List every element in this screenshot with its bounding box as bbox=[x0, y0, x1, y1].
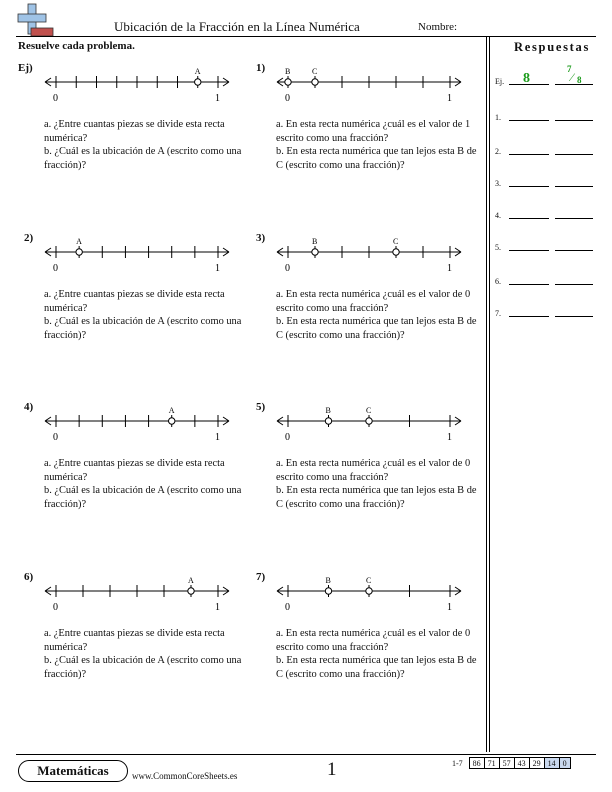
problem-number: 1) bbox=[256, 62, 266, 74]
zero-label: 0 bbox=[285, 263, 290, 274]
number-line bbox=[24, 401, 254, 451]
point-marker bbox=[285, 79, 291, 85]
answer-blank-b[interactable] bbox=[555, 316, 593, 317]
answer-example-label: Ej. bbox=[495, 77, 505, 86]
score-cell: 43 bbox=[514, 758, 529, 769]
problem-number: 6) bbox=[24, 571, 34, 583]
number-line bbox=[18, 62, 248, 112]
point-label: C bbox=[312, 67, 318, 76]
point-label: C bbox=[366, 406, 372, 415]
answer-row bbox=[495, 204, 595, 224]
score-cell: 29 bbox=[529, 758, 544, 769]
zero-label: 0 bbox=[285, 93, 290, 104]
answer-row bbox=[495, 270, 595, 290]
answer-example-a: 8 bbox=[523, 71, 530, 86]
answer-blank-a[interactable] bbox=[509, 250, 549, 251]
score-cell: 0 bbox=[559, 758, 570, 769]
answer-row-number: 7. bbox=[495, 309, 501, 318]
zero-label: 0 bbox=[53, 263, 58, 274]
answer-row-number: 2. bbox=[495, 147, 501, 156]
answer-row-number: 5. bbox=[495, 243, 501, 252]
question-a: a. En esta recta numérica ¿cuál es el valor de 1 escrito como una fracción? bbox=[276, 119, 471, 144]
problem-number: 7) bbox=[256, 571, 266, 583]
page-number: 1 bbox=[327, 759, 337, 780]
question-b: b. ¿Cuál es la ubicación de A (escrito como una fracción)? bbox=[44, 485, 242, 510]
number-line bbox=[24, 571, 254, 621]
question-b: b. En esta recta numérica que tan lejos esta B de C (escrito como una fracción)? bbox=[276, 655, 477, 680]
score-range-label: 1-7 bbox=[452, 758, 463, 768]
problem-7 bbox=[256, 571, 486, 721]
answers-title: Respuestas bbox=[514, 40, 591, 54]
point-label: A bbox=[76, 237, 82, 246]
score-cell: 86 bbox=[469, 758, 484, 769]
question-a: a. ¿Entre cuantas piezas se divide esta recta numérica? bbox=[44, 119, 225, 144]
point-label: C bbox=[366, 576, 372, 585]
fraction-slash: ⁄ bbox=[571, 70, 574, 84]
problem-5 bbox=[256, 401, 486, 551]
problem-number: 4) bbox=[24, 401, 34, 413]
problem-number: 5) bbox=[256, 401, 266, 413]
point-marker bbox=[393, 249, 399, 255]
one-label: 1 bbox=[215, 432, 220, 443]
answer-row bbox=[495, 140, 595, 160]
answer-row bbox=[495, 172, 595, 192]
one-label: 1 bbox=[215, 93, 220, 104]
one-label: 1 bbox=[215, 602, 220, 613]
question-a: a. ¿Entre cuantas piezas se divide esta recta numérica? bbox=[44, 628, 225, 653]
zero-label: 0 bbox=[53, 93, 58, 104]
answer-blank-a[interactable] bbox=[509, 284, 549, 285]
point-label: A bbox=[168, 406, 175, 415]
problem-number: 3) bbox=[256, 232, 266, 244]
answer-row-number: 3. bbox=[495, 179, 501, 188]
point-label: B bbox=[325, 576, 331, 585]
answer-blank-a[interactable] bbox=[509, 218, 549, 219]
answer-blank-b[interactable] bbox=[555, 284, 593, 285]
answer-blank-b[interactable] bbox=[555, 154, 593, 155]
one-label: 1 bbox=[447, 602, 452, 613]
answer-example-denominator: 8 bbox=[577, 75, 582, 85]
question-a: a. En esta recta numérica ¿cuál es el valor de 0 escrito como una fracción? bbox=[276, 458, 471, 483]
point-label: C bbox=[393, 237, 399, 246]
number-line bbox=[24, 232, 254, 282]
brand-badge: Matemáticas bbox=[18, 760, 128, 782]
answer-blank-b[interactable] bbox=[555, 218, 593, 219]
one-label: 1 bbox=[447, 93, 452, 104]
answer-blank-b[interactable] bbox=[555, 250, 593, 251]
question-text bbox=[44, 627, 254, 681]
answer-blank-b[interactable] bbox=[555, 120, 593, 121]
point-label: A bbox=[194, 67, 201, 76]
answer-blank-a[interactable] bbox=[509, 316, 549, 317]
question-b: b. ¿Cuál es la ubicación de A (escrito como una fracción)? bbox=[44, 316, 242, 341]
question-b: b. En esta recta numérica que tan lejos esta B de C (escrito como una fracción)? bbox=[276, 316, 477, 341]
point-label: B bbox=[285, 67, 291, 76]
score-cell: 71 bbox=[484, 758, 499, 769]
question-a: a. En esta recta numérica ¿cuál es el valor de 0 escrito como una fracción? bbox=[276, 628, 471, 653]
question-text bbox=[276, 457, 486, 511]
point-marker bbox=[188, 588, 194, 594]
answer-row-number: 6. bbox=[495, 277, 501, 286]
header-divider bbox=[16, 36, 596, 37]
number-line bbox=[256, 401, 486, 451]
problem-6 bbox=[24, 571, 254, 721]
answer-column-divider-inner bbox=[489, 37, 490, 752]
question-a: a. En esta recta numérica ¿cuál es el valor de 0 escrito como una fracción? bbox=[276, 289, 471, 314]
question-text bbox=[44, 118, 254, 172]
number-line bbox=[256, 571, 486, 621]
zero-label: 0 bbox=[53, 602, 58, 613]
problem-number: 2) bbox=[24, 232, 34, 244]
page-header bbox=[0, 0, 612, 40]
question-a: a. ¿Entre cuantas piezas se divide esta recta numérica? bbox=[44, 289, 225, 314]
answer-row bbox=[495, 302, 595, 322]
question-text bbox=[276, 627, 486, 681]
point-marker bbox=[169, 418, 175, 424]
one-label: 1 bbox=[215, 263, 220, 274]
answer-example-numerator: 7 bbox=[567, 64, 572, 74]
question-a: a. ¿Entre cuantas piezas se divide esta recta numérica? bbox=[44, 458, 225, 483]
point-marker bbox=[195, 79, 201, 85]
answer-blank-a[interactable] bbox=[509, 186, 549, 187]
point-marker bbox=[325, 418, 331, 424]
point-marker bbox=[312, 79, 318, 85]
question-b: b. ¿Cuál es la ubicación de A (escrito como una fracción)? bbox=[44, 655, 242, 680]
answer-row bbox=[495, 236, 595, 256]
question-b: b. ¿Cuál es la ubicación de A (escrito como una fracción)? bbox=[44, 146, 242, 171]
name-label: Nombre: bbox=[418, 21, 458, 33]
question-text bbox=[44, 457, 254, 511]
zero-label: 0 bbox=[53, 432, 58, 443]
one-label: 1 bbox=[447, 263, 452, 274]
question-b: b. En esta recta numérica que tan lejos esta B de C (escrito como una fracción)? bbox=[276, 485, 477, 510]
instructions: Resuelve cada problema. bbox=[18, 40, 135, 52]
score-cell: 57 bbox=[499, 758, 514, 769]
answer-blank-a[interactable] bbox=[509, 154, 549, 155]
point-label: B bbox=[312, 237, 318, 246]
problem-3 bbox=[256, 232, 486, 382]
problem-2 bbox=[24, 232, 254, 382]
point-marker bbox=[366, 588, 372, 594]
question-text bbox=[276, 288, 486, 342]
problem-0 bbox=[18, 62, 248, 212]
point-marker bbox=[325, 588, 331, 594]
answer-line bbox=[555, 84, 593, 85]
footer-divider bbox=[16, 754, 596, 755]
question-b: b. En esta recta numérica que tan lejos esta B de C (escrito como una fracción)? bbox=[276, 146, 477, 171]
answer-example-row bbox=[495, 66, 595, 90]
site-url: www.CommonCoreSheets.es bbox=[132, 771, 238, 781]
answer-row-number: 4. bbox=[495, 211, 501, 220]
score-table bbox=[449, 757, 571, 769]
zero-label: 0 bbox=[285, 432, 290, 443]
one-label: 1 bbox=[447, 432, 452, 443]
number-line bbox=[256, 62, 486, 112]
number-line bbox=[256, 232, 486, 282]
answer-column-divider bbox=[486, 37, 487, 752]
point-marker bbox=[312, 249, 318, 255]
page-title: Ubicación de la Fracción en la Línea Numérica bbox=[114, 19, 360, 34]
answer-blank-a[interactable] bbox=[509, 120, 549, 121]
point-marker bbox=[76, 249, 82, 255]
zero-label: 0 bbox=[285, 602, 290, 613]
point-marker bbox=[366, 418, 372, 424]
question-text bbox=[276, 118, 486, 172]
problem-1 bbox=[256, 62, 486, 212]
point-label: A bbox=[187, 576, 194, 585]
problem-4 bbox=[24, 401, 254, 551]
question-text bbox=[44, 288, 254, 342]
answer-row bbox=[495, 106, 595, 126]
logo-icon bbox=[16, 2, 56, 38]
point-label: B bbox=[325, 406, 331, 415]
answer-row-number: 1. bbox=[495, 113, 501, 122]
problem-number: Ej) bbox=[18, 62, 33, 74]
score-cell: 14 bbox=[544, 758, 559, 769]
answer-blank-b[interactable] bbox=[555, 186, 593, 187]
